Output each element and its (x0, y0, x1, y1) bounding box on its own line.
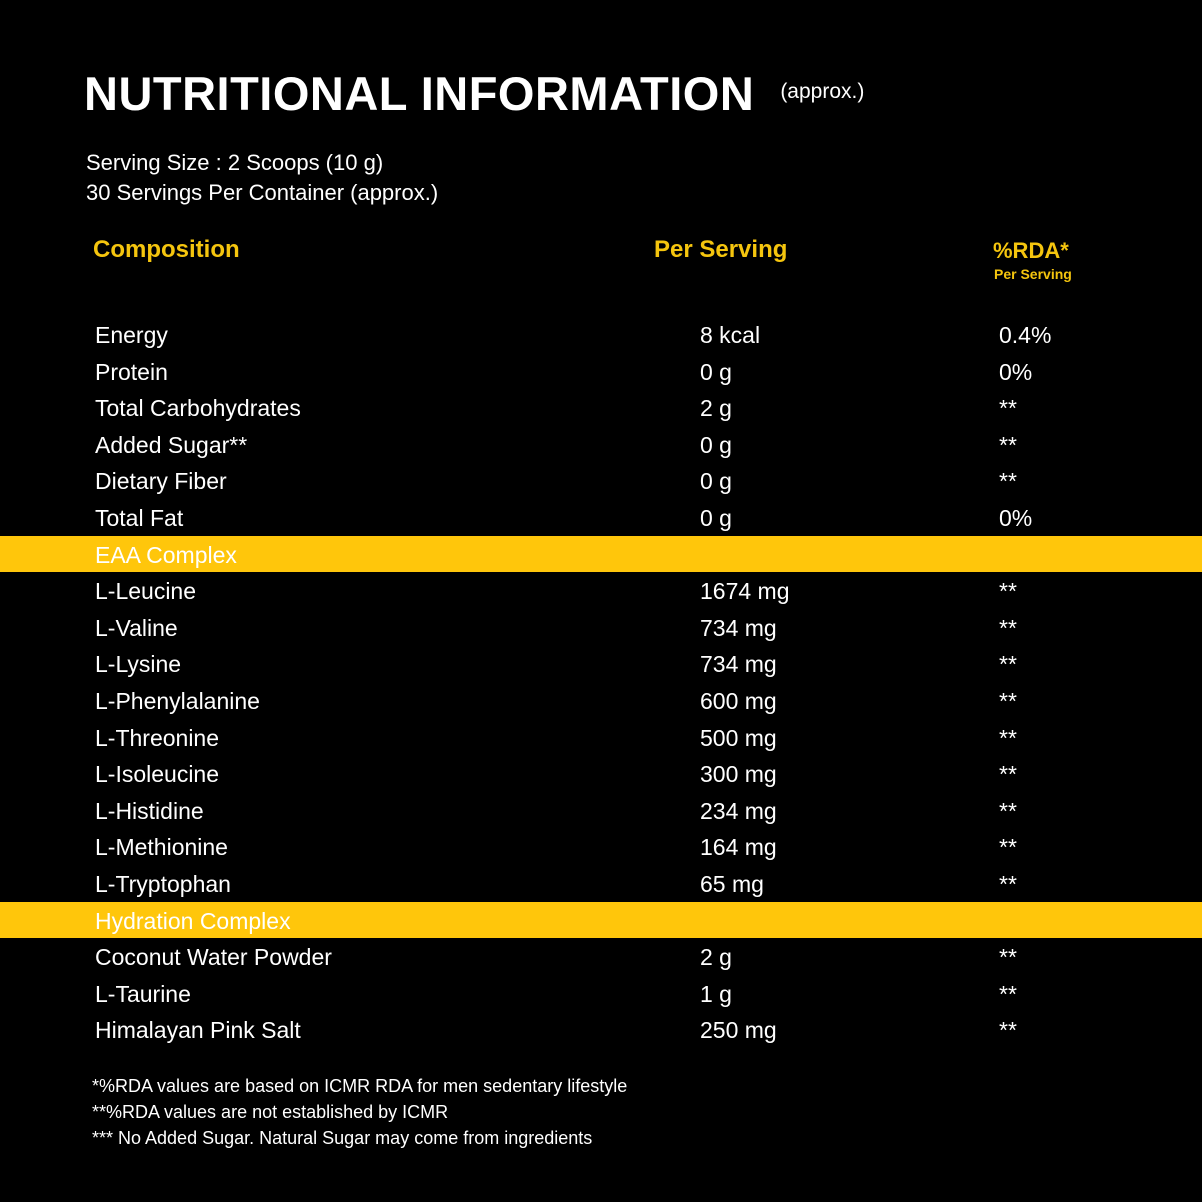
table-row (0, 865, 1202, 902)
nutrient-name: L-Valine (95, 614, 178, 641)
servings-per-container: 30 Servings Per Container (approx.) (86, 180, 439, 205)
nutrient-rda: ** (999, 395, 1017, 422)
nutrient-amount: 234 mg (700, 797, 777, 824)
nutrient-amount: 65 mg (700, 870, 764, 897)
nutrient-name: Total Fat (95, 504, 184, 531)
column-header-rda-subtitle: Per Serving (994, 266, 1072, 282)
nutrient-name: L-Tryptophan (95, 870, 231, 897)
table-row (0, 1011, 1202, 1048)
nutrient-amount: 500 mg (700, 724, 777, 751)
column-header-per-serving: Per Serving (654, 236, 788, 263)
nutrient-rda: ** (999, 870, 1017, 897)
table-row (0, 938, 1202, 975)
title-note: (approx.) (780, 80, 865, 103)
nutrient-amount: 300 mg (700, 761, 777, 788)
page-title: NUTRITIONAL INFORMATION (84, 67, 755, 120)
section-row (0, 536, 1202, 573)
nutrient-rda: ** (999, 468, 1017, 495)
serving-info (86, 148, 438, 208)
footnotes (92, 1073, 627, 1151)
table-row (0, 828, 1202, 865)
nutrient-rda: ** (999, 761, 1017, 788)
nutrient-name: L-Taurine (95, 980, 191, 1007)
nutrient-name: Total Carbohydrates (95, 395, 301, 422)
table-row (0, 719, 1202, 756)
nutrient-amount: 0 g (700, 358, 732, 385)
nutrient-rda: 0% (999, 504, 1033, 531)
table-row (0, 792, 1202, 829)
table-row (0, 755, 1202, 792)
nutrient-rda: ** (999, 944, 1017, 971)
section-row (0, 902, 1202, 939)
nutrient-rda: ** (999, 578, 1017, 605)
table-row (0, 316, 1202, 353)
column-header-rda: %RDA* (993, 238, 1069, 263)
nutrient-rda: ** (999, 651, 1017, 678)
footnote-2: **%RDA values are not established by ICMR (92, 1102, 449, 1122)
nutrient-rda: ** (999, 834, 1017, 861)
nutrient-rda: ** (999, 431, 1017, 458)
nutrient-name: L-Lysine (95, 651, 182, 678)
nutrient-rda: ** (999, 687, 1017, 714)
nutrient-name: Coconut Water Powder (95, 944, 332, 971)
nutrient-rda: ** (999, 980, 1017, 1007)
table-row (0, 499, 1202, 536)
table-row (0, 645, 1202, 682)
column-header-composition: Composition (93, 236, 240, 263)
nutrient-rda: ** (999, 614, 1017, 641)
title-row (84, 66, 864, 121)
nutrient-rda: 0% (999, 358, 1033, 385)
section-label: EAA Complex (95, 541, 237, 568)
table-row (0, 353, 1202, 390)
nutrient-amount: 8 kcal (700, 322, 761, 348)
nutrient-rda: 0.4% (999, 322, 1052, 348)
nutrient-amount: 164 mg (700, 834, 777, 861)
nutrient-name: L-Leucine (95, 578, 197, 605)
nutrient-amount: 1674 mg (700, 578, 790, 605)
nutrient-amount: 734 mg (700, 614, 777, 641)
nutrient-amount: 0 g (700, 468, 732, 495)
nutrient-amount: 1 g (700, 980, 732, 1007)
nutrient-name: L-Phenylalanine (95, 687, 260, 714)
nutrient-rda: ** (999, 797, 1017, 824)
nutrient-amount: 0 g (700, 431, 732, 458)
nutrient-amount: 2 g (700, 944, 732, 971)
footnote-1: *%RDA values are based on ICMR RDA for men sedentary lifestyle (92, 1076, 628, 1096)
nutrient-name: L-Histidine (95, 797, 204, 824)
nutrient-name: Himalayan Pink Salt (95, 1017, 301, 1044)
nutrient-rda: ** (999, 1017, 1017, 1044)
nutrient-name: Added Sugar** (95, 431, 248, 458)
table-row (0, 426, 1202, 463)
table-row (0, 609, 1202, 646)
nutrient-name: L-Methionine (95, 834, 228, 861)
nutrient-name: L-Isoleucine (95, 761, 220, 788)
nutrient-amount: 600 mg (700, 687, 777, 714)
table-row (0, 572, 1202, 609)
nutrient-amount: 0 g (700, 504, 732, 531)
nutrient-amount: 2 g (700, 395, 732, 422)
nutrient-name: Dietary Fiber (95, 468, 227, 495)
nutrient-name: Energy (95, 322, 168, 348)
table-row (0, 682, 1202, 719)
nutrition-table (0, 316, 1202, 1048)
table-row (0, 975, 1202, 1012)
section-label: Hydration Complex (95, 907, 291, 934)
serving-size: Serving Size : 2 Scoops (10 g) (86, 150, 384, 175)
nutrient-rda: ** (999, 724, 1017, 751)
footnote-3: *** No Added Sugar. Natural Sugar may come from ingredients (92, 1128, 593, 1148)
nutrient-amount: 734 mg (700, 651, 777, 678)
table-row (0, 462, 1202, 499)
nutrient-amount: 250 mg (700, 1017, 777, 1044)
nutrient-name: L-Threonine (95, 724, 220, 751)
nutrient-name: Protein (95, 358, 168, 385)
table-row (0, 389, 1202, 426)
